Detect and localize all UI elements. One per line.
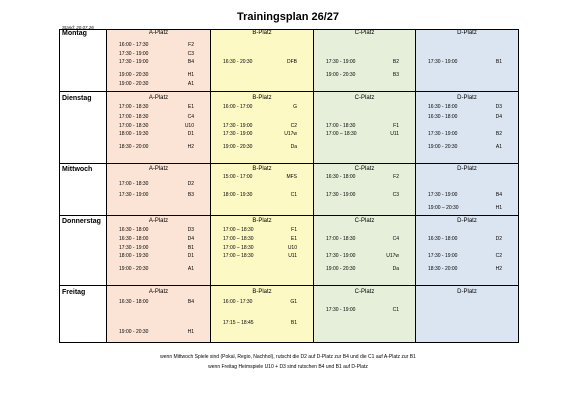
c-platz-cell: C-Platz 17:30 - 19:00 C1 — [313, 286, 415, 342]
day-label: Dienstag — [62, 95, 92, 102]
a-platz-cell: A-Platz 16:00 - 17:30 F2 17:30 - 19:00 C3 17:30 - 19:00 B4 19:00 - 20:30 H1 19:00 - 20:30 A1 — [106, 30, 210, 91]
d-platz-cell — [415, 286, 518, 342]
b-platz-cell: B-Platz 16:00 - 17:30 G1 17:15 – 18:45 B1 — [210, 286, 313, 342]
page-title: Trainingsplan 26/27 — [236, 11, 340, 23]
column-header: C-Platz — [354, 95, 375, 101]
day-row-donnerstag — [60, 216, 518, 286]
column-header: A-Platz — [148, 166, 169, 172]
column-header: C-Platz — [354, 30, 375, 36]
column-header: C-Platz — [354, 166, 375, 172]
column-header: A-Platz — [148, 289, 169, 295]
c-platz-cell: C-Platz 17:30 - 19:00 B2 19:00 - 20:30 B3 — [313, 30, 415, 91]
column-header: C-Platz — [354, 289, 375, 295]
b-platz-cell: B-Platz 15:00 - 17:00 MFS 18:00 - 19:30 C1 — [210, 164, 313, 215]
footnote: wenn Freitag Heimspiele U10 + D3 sind rutschen B4 und B1 auf D-Platz — [208, 364, 368, 370]
column-header: D-Platz — [457, 289, 477, 295]
a-platz-cell: A-Platz 16:30 - 18:00 D3 16:30 - 18:00 D4 17:30 - 19:00 B1 18:00 - 19:30 D1 19:00 - 20:30 A1 — [106, 216, 210, 285]
column-header: D-Platz — [457, 218, 477, 224]
d-platz-cell: D-Platz 17:30 - 19:00 B4 19:00 – 20:30 H1 — [415, 164, 518, 215]
column-header: D-Platz — [457, 166, 477, 172]
b-platz-cell: B-Platz 16:00 - 17:00 G 17:30 - 19:00 C2 17:30 - 19:00 U17w 19:00 - 20:30 Da — [210, 92, 313, 163]
day-row-montag — [60, 30, 518, 92]
day-label: Donnerstag — [62, 218, 101, 225]
a-platz-cell: A-Platz 16:30 - 18:00 B4 19:00 - 20:30 H1 — [106, 286, 210, 342]
d-platz-cell: D-Platz 16:30 - 18:00 D2 17:30 - 19:00 C2 18:30 - 20:00 H2 — [415, 216, 518, 285]
day-label: Montag — [62, 30, 87, 37]
day-label: Freitag — [62, 289, 86, 296]
column-header: A-Platz — [148, 218, 169, 224]
a-platz-cell: A-Platz 17:00 - 18:30 E1 17:00 - 18:30 C4 17:00 - 18:30 U10 18:00 - 19:30 D1 18:30 - 20:00 H2 — [106, 92, 210, 163]
d-platz-cell: D-Platz 17:30 - 19:00 B1 — [415, 30, 518, 91]
column-header: B-Platz — [252, 166, 272, 172]
column-header: B-Platz — [252, 289, 272, 295]
b-platz-cell: B-Platz 17:00 – 18:30 F1 17:00 – 18:30 E1 17:00 – 18:30 U10 17:00 – 18:30 U11 — [210, 216, 313, 285]
training-schedule — [59, 29, 519, 343]
column-header: D-Platz — [457, 95, 477, 101]
footnote: wenn Mittwoch Spiele sind (Pokal, Regio, Nachhol), rutscht die D2 auf D-Platz zur B4 und die C1 auf A-Platz zur B1 — [160, 354, 416, 360]
c-platz-cell: C-Platz 16:30 - 18:00 F2 17:30 - 19:00 C3 — [313, 164, 415, 215]
c-platz-cell: C-Platz 17:00 - 18:30 F1 17:00 – 18:30 U11 — [313, 92, 415, 163]
column-header: C-Platz — [354, 218, 375, 224]
column-header: A-Platz — [148, 95, 169, 101]
day-row-freitag — [60, 286, 518, 342]
column-header: B-Platz — [252, 30, 272, 36]
column-header: B-Platz — [252, 95, 272, 101]
column-header: B-Platz — [252, 218, 272, 224]
b-platz-cell: B-Platz 16:30 - 20:30 DFB — [210, 30, 313, 91]
day-row-mittwoch — [60, 164, 518, 216]
d-platz-cell: D-Platz 16:30 - 18:00 D3 16:30 - 18:00 D4 17:30 - 19:00 B2 19:00 - 20:30 A1 — [415, 92, 518, 163]
column-header: A-Platz — [148, 30, 169, 36]
c-platz-cell: C-Platz 17:00 - 18:30 C4 17:30 - 19:00 U17w 19:00 - 20:30 Da — [313, 216, 415, 285]
day-row-dienstag — [60, 92, 518, 164]
column-header: D-Platz — [457, 30, 477, 36]
a-platz-cell: A-Platz 17:00 - 18:30 D2 17:30 - 19:00 B3 — [106, 164, 210, 215]
stand-date: Stand: 20.07.26 — [62, 25, 94, 30]
day-label: Mittwoch — [62, 166, 93, 173]
